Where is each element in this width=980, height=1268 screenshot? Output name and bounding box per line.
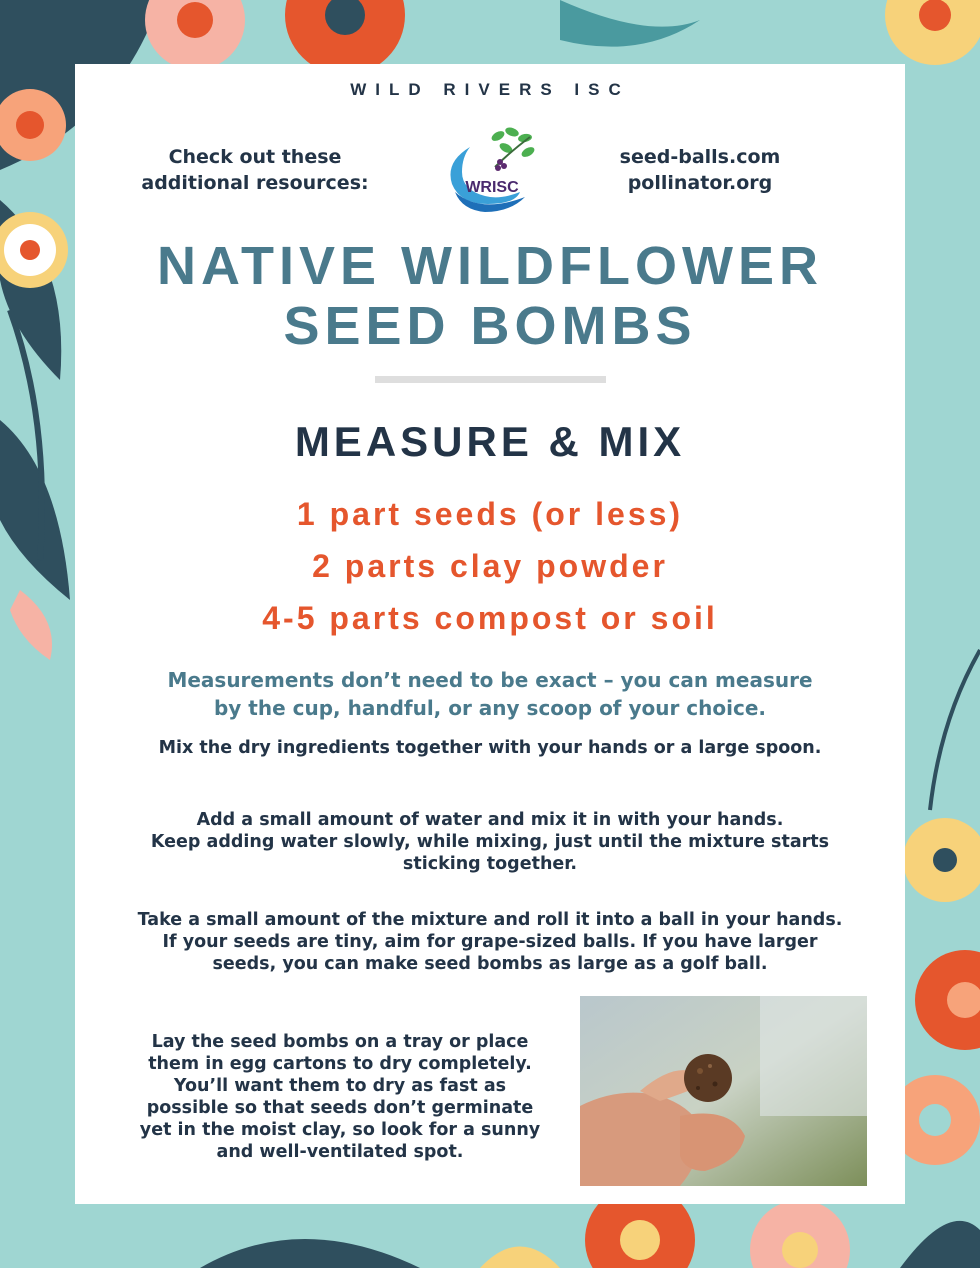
step-line: sticking together. [402, 854, 578, 874]
wrisc-logo [440, 122, 540, 214]
step-line: Take a small amount of the mixture and roll it into a ball in your hands. [137, 910, 843, 930]
measurement-note [75, 666, 905, 722]
instruction-step [110, 1031, 570, 1163]
resources-label-line: additional resources: [141, 172, 369, 194]
flower-icon [0, 212, 68, 288]
stem-icon [930, 650, 980, 810]
resource-link[interactable]: seed-balls.com [619, 146, 781, 168]
seed-bomb-icon [684, 1054, 732, 1102]
step-line: Add a small amount of water and mix it in with your hands. [196, 810, 784, 830]
instruction-step [75, 809, 905, 875]
leaf-icon [0, 420, 70, 600]
note-line: by the cup, handful, or any scoop of your choice. [213, 696, 767, 720]
flower-icon [915, 950, 980, 1050]
title-line: NATIVE WILDFLOWER [157, 236, 823, 296]
step-line: You’ll want them to dry as fast as [173, 1076, 507, 1096]
step-line: them in egg cartons to dry completely. [148, 1054, 532, 1074]
flower-icon [885, 0, 980, 65]
step-line: Keep adding water slowly, while mixing, just until the mixture starts [150, 832, 830, 852]
step-line: If your seeds are tiny, aim for grape-sized balls. If you have larger [162, 932, 818, 952]
leaf-icon [560, 0, 700, 47]
resource-links [600, 144, 800, 196]
flower-icon [903, 818, 980, 902]
resources-label-line: Check out these [168, 146, 342, 168]
step-line: Mix the dry ingredients together with your hands or a large spoon. [158, 738, 822, 758]
step-line: Lay the seed bombs on a tray or place [151, 1032, 529, 1052]
leaf-icon [10, 590, 52, 660]
step-line: and well-ventilated spot. [216, 1142, 464, 1162]
step-line: seeds, you can make seed bombs as large as a golf ball. [212, 954, 768, 974]
recipe-item: 2 parts clay powder [312, 548, 668, 584]
section-heading: MEASURE & MIX [294, 418, 686, 465]
leaf-icon [900, 1221, 980, 1268]
recipe-list [75, 488, 905, 644]
note-line: Measurements don’t need to be exact – you can measure [167, 668, 813, 692]
page-title [75, 236, 905, 356]
resource-link[interactable]: pollinator.org [627, 172, 773, 194]
seed-bomb-photo [580, 996, 867, 1186]
instruction-step [75, 909, 905, 975]
title-line: SEED BOMBS [283, 296, 697, 356]
leaf-icon [480, 1247, 560, 1268]
resources-label [130, 144, 380, 196]
divider [375, 376, 606, 383]
logo-text: WRISC [465, 179, 519, 196]
step-line: possible so that seeds don’t germinate [146, 1098, 534, 1118]
organization-name: WILD RIVERS ISC [350, 80, 630, 99]
recipe-item: 1 part seeds (or less) [296, 496, 684, 532]
step-line: yet in the moist clay, so look for a sunny [139, 1120, 541, 1140]
flower-icon [750, 1200, 850, 1268]
leaf-icon [200, 1239, 420, 1268]
instruction-step [75, 737, 905, 759]
recipe-item: 4-5 parts compost or soil [262, 600, 718, 636]
flower-icon [145, 0, 245, 70]
leaf-icon [490, 126, 536, 167]
